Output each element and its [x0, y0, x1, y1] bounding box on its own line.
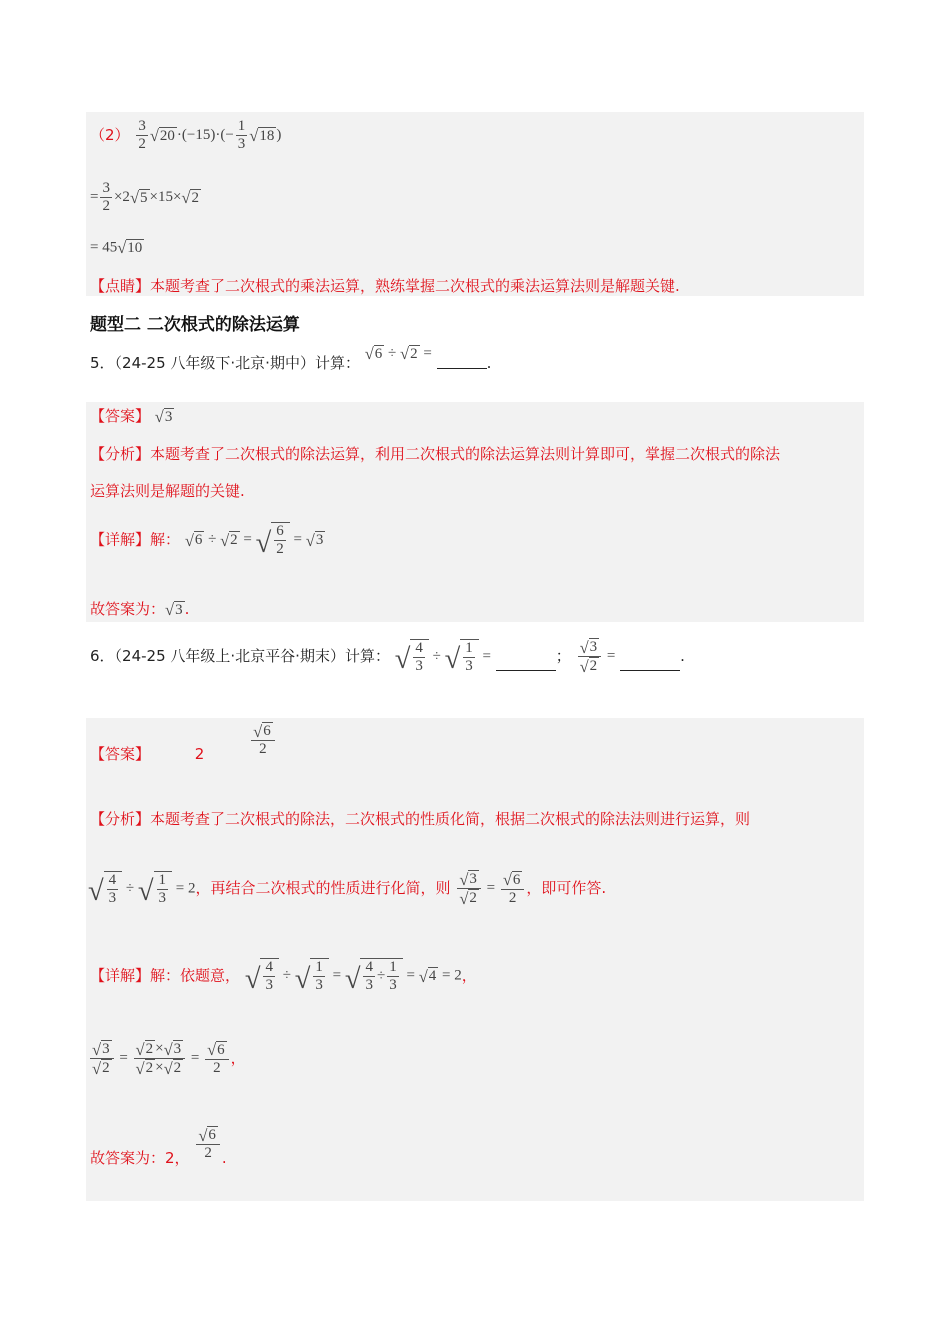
q6-expression2: √ 3 √ 2 = [579, 637, 616, 676]
part2-result-radicand: 10 [127, 239, 143, 256]
q5-analysis-line1: 【分析】本题考查了二次根式的除法运算，利用二次根式的除法运算法则计算即可，掌握二次根式的除法 [90, 445, 781, 463]
part2-step2: = 45 √ 10 [90, 238, 143, 257]
answer-tag: 【答案】 [90, 407, 151, 425]
q5-detail: 【详解】解： √ 6 ÷ √ 2 = √ $\frac{6}{2}$ = √ 3 [90, 523, 324, 559]
analysis-tag: 【分析】 [90, 445, 151, 463]
q6-source: （24-25 八年级上·北京平谷·期末）计算： [114, 647, 390, 665]
q5-number: 5． [90, 354, 115, 372]
part2-result-prefix: = 45 [90, 238, 118, 255]
part2-expression: $\frac{3}{2}$ √ 20 ·(−15)·(− $\frac{1}{3}$ √ 18 ) [138, 118, 282, 152]
q6-question: 6．（24-25 八年级上·北京平谷·期末）计算： √ $\frac{4}{3}$ ÷ √ $\frac{1}{3}$ = ； √ 3 √ 2 = . [90, 637, 685, 676]
q6-answer-value: 2 [194, 744, 205, 763]
q6-analysis-line1: 【分析】本题考查了二次根式的除法，二次根式的性质化简，根据二次根式的除法法则进行运算，则 [90, 810, 751, 828]
q6-number: 6． [90, 647, 115, 665]
q6-analysis-line2: √ $\frac{4}{3}$ ÷ √ $\frac{1}{3}$ = 2，再结合二次根式的性质进行化简，则 √ 3 √ 2 = √ 6 2 ，即可作答. [88, 869, 607, 908]
answer-tag: 【答案】 [90, 744, 151, 763]
q5-source: （24-25 八年级下·北京·期中）计算： [114, 354, 360, 372]
q6-answer-blank-2 [620, 670, 680, 671]
part2-step1: = $\frac{3}{2}$ ×2 √ 5 ×15× √ 2 [90, 180, 199, 214]
comment-tag: 【点睛】 [90, 277, 151, 295]
comment-text: 本题考查了二次根式的乘法运算，熟练掌握二次根式的乘法运算法则是解题关键. [150, 277, 680, 295]
q5-detail-expression: √ 6 ÷ √ 2 = √ $\frac{6}{2}$ = √ 3 [184, 523, 324, 559]
q6-expression1: √ $\frac{4}{3}$ ÷ √ $\frac{1}{3}$ = [394, 639, 491, 675]
q5-question: 5．（24-25 八年级下·北京·期中）计算： √ 6 ÷ √ 2 = . [90, 344, 492, 372]
q5-final: 故答案为： √ 3 . [90, 600, 190, 619]
solution-box-q5 [86, 402, 864, 622]
q6-detail-line1: 【详解】解：依题意， √ $\frac{4}{3}$ ÷ √ $\frac{1}{3}$ = √ $\frac{4}{3}$ ÷ $\frac{1}{3}$ = √ 4 = 2， [90, 959, 477, 995]
detail-tag: 【详解】 [90, 530, 151, 549]
part2-problem [90, 118, 281, 153]
q5-analysis-line2: 运算法则是解题的关键. [90, 482, 245, 500]
detail-tag: 【详解】 [90, 966, 151, 985]
part2-label: （2） [90, 126, 130, 144]
q5-answer: 【答案】 √ 3 [90, 407, 173, 426]
section-title: 题型二 二次根式的除法运算 [90, 315, 300, 335]
q6-final: 故答案为：2， √ 6 2 . [90, 1125, 227, 1167]
q6-answer-blank-1 [496, 670, 556, 671]
q5-expression: √ 6 ÷ √ 2 = [364, 344, 432, 363]
q6-answer: 【答案】 2 √ 6 2 [90, 722, 277, 758]
q5-answer-blank [437, 368, 487, 369]
part2-comment [90, 275, 680, 296]
q6-detail-line2: √ 3 √ 2 = √ 2 × √ 3 √ 2 × √ 2 = √ 6 2 ， [92, 1039, 246, 1078]
analysis-tag: 【分析】 [90, 810, 151, 828]
